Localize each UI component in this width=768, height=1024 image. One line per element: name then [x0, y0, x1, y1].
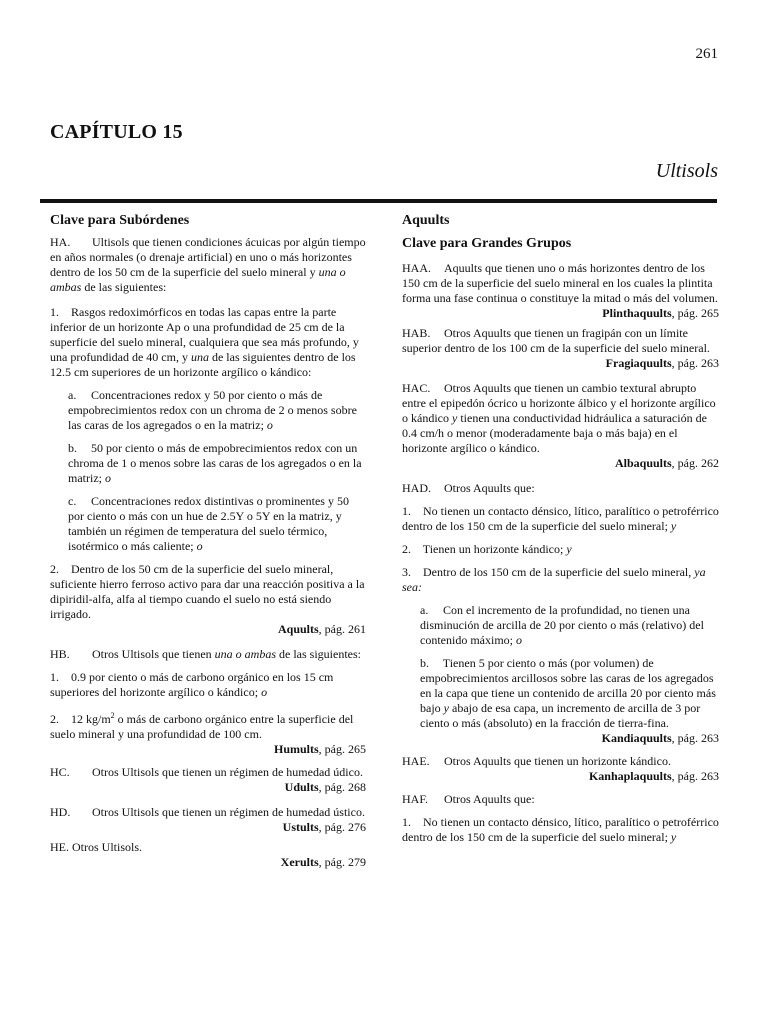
key-hd: HD. Otros Ultisols que tienen un régimen de humedad ústico.	[50, 805, 365, 819]
ref-udults: Udults, pág. 268	[284, 780, 366, 794]
key-ha-1a: a. Concentraciones redox y 50 por ciento o más de empobrecimientos redox con un chroma de 2 o menos sobre las caras de los agregados o en la matriz; o	[68, 388, 357, 432]
key-had-2: 2. Tienen un horizonte kándico; y	[402, 542, 572, 556]
ref-humults: Humults, pág. 265	[273, 742, 366, 756]
page-number: 261	[695, 46, 718, 62]
key-ha: HA. Ultisols que tienen condiciones ácuicas por algún tiempo en años normales (o drenaje artificial) en uno o más horizontes dentro de los 50 cm de la superficie del suelo mineral y una o ambas de las siguientes:	[50, 235, 366, 294]
key-hb-2: 2. 12 $kg/m^2$ o más de carbono orgánico entre la superficie del suelo mineral y una profundidad de 100 cm.	[50, 711, 354, 741]
great-group-key-heading: Clave para Grandes Grupos	[402, 236, 572, 251]
ref-ustults: Ustults, pág. 276	[282, 820, 366, 834]
ref-kanhaplaquults: Kanhaplaquults, pág. 263	[588, 769, 719, 783]
ref-plinthaquults: Plinthaquults, pág. 265	[602, 306, 719, 320]
key-hac: HAC. Otros Aquults que tienen un cambio textural abrupto entre el epipedón ócrico u horizonte álbico y el horizonte argílico o kándico y tienen una conductividad hidráulica a saturación de 0.4 cm/h o menor (moderadamente baja o más baja) en el horizonte argílico o kándico.	[402, 381, 716, 455]
order-title: Ultisols	[655, 160, 718, 182]
key-had-1: 1. No tienen un contacto dénsico, lítico, paralítico o petroférrico dentro de los 150 cm de la superficie del suelo mineral; y	[402, 504, 719, 533]
key-had: HAD. Otros Aquults que:	[402, 481, 535, 495]
key-hab: HAB. Otros Aquults que tienen un fragipán con un límite superior dentro de los 100 cm de la superficie del suelo mineral.	[402, 326, 710, 355]
key-ha-1b: b. 50 por ciento o más de empobrecimientos redox con un chroma de 1 o menos sobre las caras de los agregados o en la matriz; o	[68, 441, 362, 485]
key-hc: HC. Otros Ultisols que tienen un régimen de humedad údico.	[50, 765, 363, 779]
right-column	[402, 212, 719, 845]
ref-fragiaquults: Fragiaquults, pág. 263	[605, 356, 719, 370]
key-had-3b: b. Tienen 5 por ciento o más (por volumen) de empobrecimientos arcillosos sobre las caras de los agregados en la capa que tiene un contenido de arcilla 20 por ciento más bajo y abajo de esa capa, un incremento de arcilla de 3 por ciento o más (absoluto) en la fracción de tierra-fina.	[420, 656, 716, 730]
key-haa: HAA. Aquults que tienen uno o más horizontes dentro de los 150 cm de la superficie del suelo mineral en los cuales la plintita forma una fase continua o constituye la mitad o más del volumen.	[402, 261, 718, 305]
ref-kandiaquults: Kandiaquults, pág. 263	[601, 731, 719, 745]
ref-aquults: Aquults, pág. 261	[277, 622, 366, 636]
key-ha-1: 1. Rasgos redoximórficos en todas las capas entre la parte inferior de un horizonte Ap o una profundidad de 25 cm de la superficie del suelo mineral, cualquiera que sea más profundo, y una profundidad de 40 cm, y una de las siguientes dentro de los 12.5 cm superiores de un horizonte argílico o kándico:	[50, 305, 359, 379]
key-haf-1: 1. No tienen un contacto dénsico, lítico, paralítico o petroférrico dentro de los 150 cm de la superficie del suelo mineral; y	[402, 815, 719, 844]
key-hae: HAE. Otros Aquults que tienen un horizonte kándico.	[402, 754, 671, 768]
key-ha-1c: c. Concentraciones redox distintivas o prominentes y 50 por ciento o más con un hue de 2.5Y o 5Y en la matriz, y también un régimen de temperatura del suelo térmico, isotérmico o más caliente; o	[68, 494, 349, 553]
key-hb: HB. Otros Ultisols que tienen una o ambas de las siguientes:	[50, 647, 361, 661]
chapter-title: CAPÍTULO 15	[50, 121, 183, 143]
left-column	[50, 212, 366, 870]
key-ha-2: 2. Dentro de los 50 cm de la superficie del suelo mineral, suficiente hierro ferroso activo para dar una reacción positiva a la dipiridil-alfa, alfa al tiempo cuando el suelo no está siendo irrigado.	[50, 562, 365, 621]
key-had-3a: a. Con el incremento de la profundidad, no tienen una disminución de arcilla de 20 por ciento o más (relativo) del contenido máximo; o	[420, 603, 704, 647]
key-haf: HAF. Otros Aquults que:	[402, 792, 535, 806]
header-rule	[40, 199, 717, 203]
ref-albaquults: Albaquults, pág. 262	[614, 456, 719, 470]
ref-xerults: Xerults, pág. 279	[280, 855, 366, 869]
key-hb-1: 1. 0.9 por ciento o más de carbono orgánico en los 15 cm superiores del horizonte argílico o kándico; o	[50, 670, 334, 699]
key-he: HE. Otros Ultisols.	[50, 840, 143, 854]
suborder-key-heading: Clave para Subórdenes	[50, 213, 190, 228]
aquults-heading: Aquults	[402, 213, 450, 228]
key-had-3: 3. Dentro de los 150 cm de la superficie del suelo mineral, ya sea:	[402, 565, 706, 594]
